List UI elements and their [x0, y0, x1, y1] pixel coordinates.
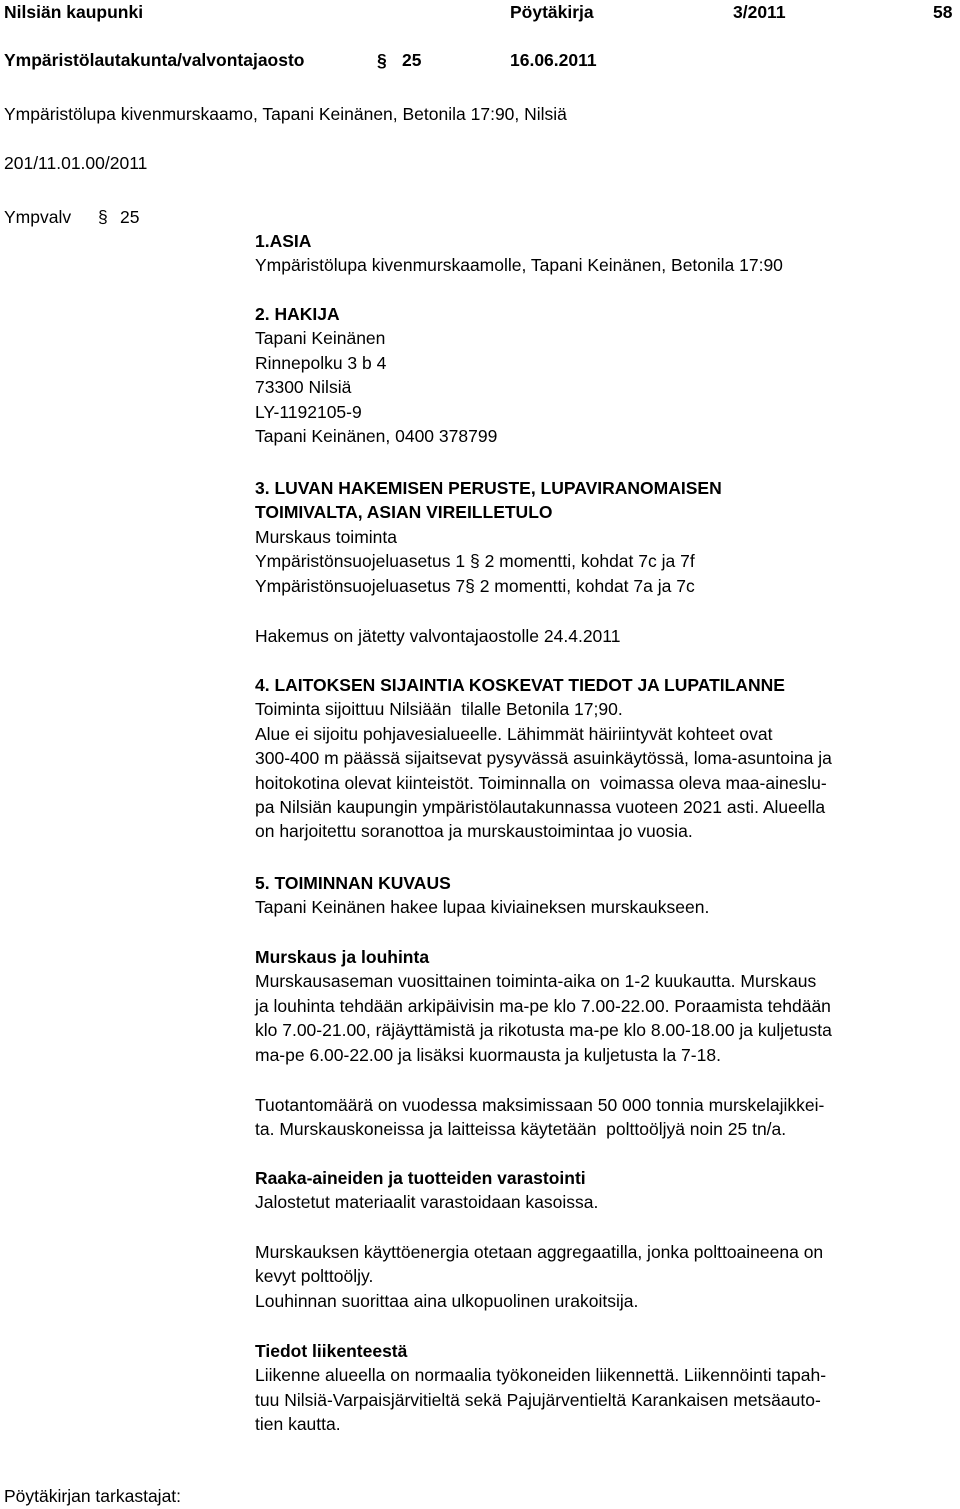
- section-sijainti: [255, 673, 832, 844]
- applicant-street: Rinnepolku 3 b 4: [255, 352, 387, 373]
- section-line: Jalostetut materiaalit varastoidaan kasoissa.: [255, 1192, 599, 1213]
- section-line: tuu Nilsiä-Varpaisjärvitieltä sekä Pajujärventieltä Karankaisen metsäauto-: [255, 1389, 821, 1410]
- item-section-mark: §: [98, 207, 108, 227]
- committee-name: Ympäristölautakunta/valvontajaosto: [4, 50, 305, 70]
- section-heading: 4. LAITOKSEN SIJAINTIA KOSKEVAT TIEDOT JA LUPATILANNE: [255, 675, 785, 695]
- document-type: Pöytäkirja: [510, 2, 594, 22]
- section-line: hoitokotina olevat kiinteistöt. Toiminnalla on voimassa oleva maa-aineslu-: [255, 772, 827, 793]
- subsection-murskaus: [255, 945, 832, 1067]
- section-heading: 3. LUVAN HAKEMISEN PERUSTE, LUPAVIRANOMAISEN: [255, 478, 722, 498]
- section-hakija: [255, 302, 497, 448]
- applicant-name: Tapani Keinänen: [255, 328, 386, 349]
- section-line: Ympäristönsuojeluasetus 1 § 2 momentti, kohdat 7c ja 7f: [255, 551, 695, 572]
- section-heading: TOIMIVALTA, ASIAN VIREILLETULO: [255, 502, 553, 523]
- section-line: Liikenne alueella on normaalia työkoneiden liikennettä. Liikennöinti tapah-: [255, 1365, 827, 1386]
- section-mark: §: [377, 50, 387, 70]
- section-number: 25: [402, 50, 422, 70]
- section-line: 300-400 m päässä sijaitsevat pysyvässä asuinkäytössä, loma-asuntoina ja: [255, 748, 832, 769]
- section-line: ja louhinta tehdään arkipäivisin ma-pe klo 7.00-22.00. Poraamista tehdään: [255, 995, 831, 1016]
- section-line: Tapani Keinänen hakee lupaa kiviaineksen murskaukseen.: [255, 897, 710, 918]
- subsection-heading: Murskaus ja louhinta: [255, 947, 430, 967]
- section-line: ta. Murskauskoneissa ja laitteissa käytetään polttoöljyä noin 25 tn/a.: [255, 1119, 787, 1140]
- item-number: 25: [120, 207, 140, 227]
- production-paragraph: [255, 1093, 824, 1142]
- applicant-contact: Tapani Keinänen, 0400 378799: [255, 426, 498, 447]
- section-line: Murskaus toiminta: [255, 526, 397, 547]
- section-line: Louhinnan suorittaa aina ulkopuolinen urakoitsija.: [255, 1290, 639, 1311]
- section-line: Murskauksen käyttöenergia otetaan aggregaatilla, jonka polttoaineena on: [255, 1242, 824, 1262]
- subsection-heading: Tiedot liikenteestä: [255, 1341, 408, 1361]
- section-line: kevyt polttoöljy.: [255, 1266, 374, 1287]
- section-heading: 5. TOIMINNAN KUVAUS: [255, 873, 451, 893]
- subsection-varastointi: [255, 1166, 598, 1215]
- section-line: Murskausaseman vuosittainen toiminta-aika on 1-2 kuukautta. Murskaus: [255, 971, 817, 992]
- section-asia: [255, 229, 783, 278]
- section-kuvaus: [255, 871, 709, 920]
- section-line: ma-pe 6.00-22.00 ja lisäksi kuormausta ja kuljetusta la 7-18.: [255, 1044, 721, 1065]
- page-number: 58: [933, 2, 953, 22]
- matter-title: Ympäristölupa kivenmurskaamo, Tapani Keinänen, Betonila 17:90, Nilsiä: [4, 104, 567, 124]
- section-line: Tuotantomäärä on vuodessa maksimissaan 50 000 tonnia murskelajikkei-: [255, 1095, 825, 1115]
- item-label: Ympvalv: [4, 207, 72, 227]
- reviewers-label: Pöytäkirjan tarkastajat:: [4, 1486, 182, 1506]
- document-number: 3/2011: [733, 2, 786, 22]
- subsection-heading: Raaka-aineiden ja tuotteiden varastointi: [255, 1168, 586, 1188]
- section-line: Ympäristönsuojeluasetus 7§ 2 momentti, kohdat 7a ja 7c: [255, 575, 695, 596]
- section-heading: 2. HAKIJA: [255, 304, 340, 324]
- energy-paragraph: [255, 1240, 823, 1313]
- applicant-business-id: LY-1192105-9: [255, 401, 362, 422]
- section-heading: 1.ASIA: [255, 231, 312, 251]
- application-note: Hakemus on jätetty valvontajaostolle 24.4.2011: [255, 626, 621, 646]
- section-line: Toiminta sijoittuu Nilsiään tilalle Betonila 17;90.: [255, 699, 623, 720]
- section-line: tien kautta.: [255, 1414, 341, 1435]
- section-line: pa Nilsiän kaupungin ympäristölautakunnassa vuoteen 2021 asti. Alueella: [255, 797, 826, 818]
- meeting-date: 16.06.2011: [510, 50, 597, 70]
- section-line: Ympäristölupa kivenmurskaamolle, Tapani Keinänen, Betonila 17:90: [255, 255, 783, 276]
- applicant-postal: 73300 Nilsiä: [255, 377, 352, 398]
- section-peruste: [255, 476, 722, 598]
- municipality-name: Nilsiän kaupunki: [4, 2, 144, 22]
- section-line: klo 7.00-21.00, räjäyttämistä ja rikotusta ma-pe klo 8.00-18.00 ja kuljetusta: [255, 1020, 832, 1041]
- section-line: on harjoitettu soranottoa ja murskaustoimintaa jo vuosia.: [255, 821, 693, 842]
- section-line: Alue ei sijoitu pohjavesialueelle. Lähimmät häiriintyvät kohteet ovat: [255, 723, 773, 744]
- matter-reference: 201/11.01.00/2011: [4, 153, 148, 173]
- subsection-liikenne: [255, 1339, 826, 1437]
